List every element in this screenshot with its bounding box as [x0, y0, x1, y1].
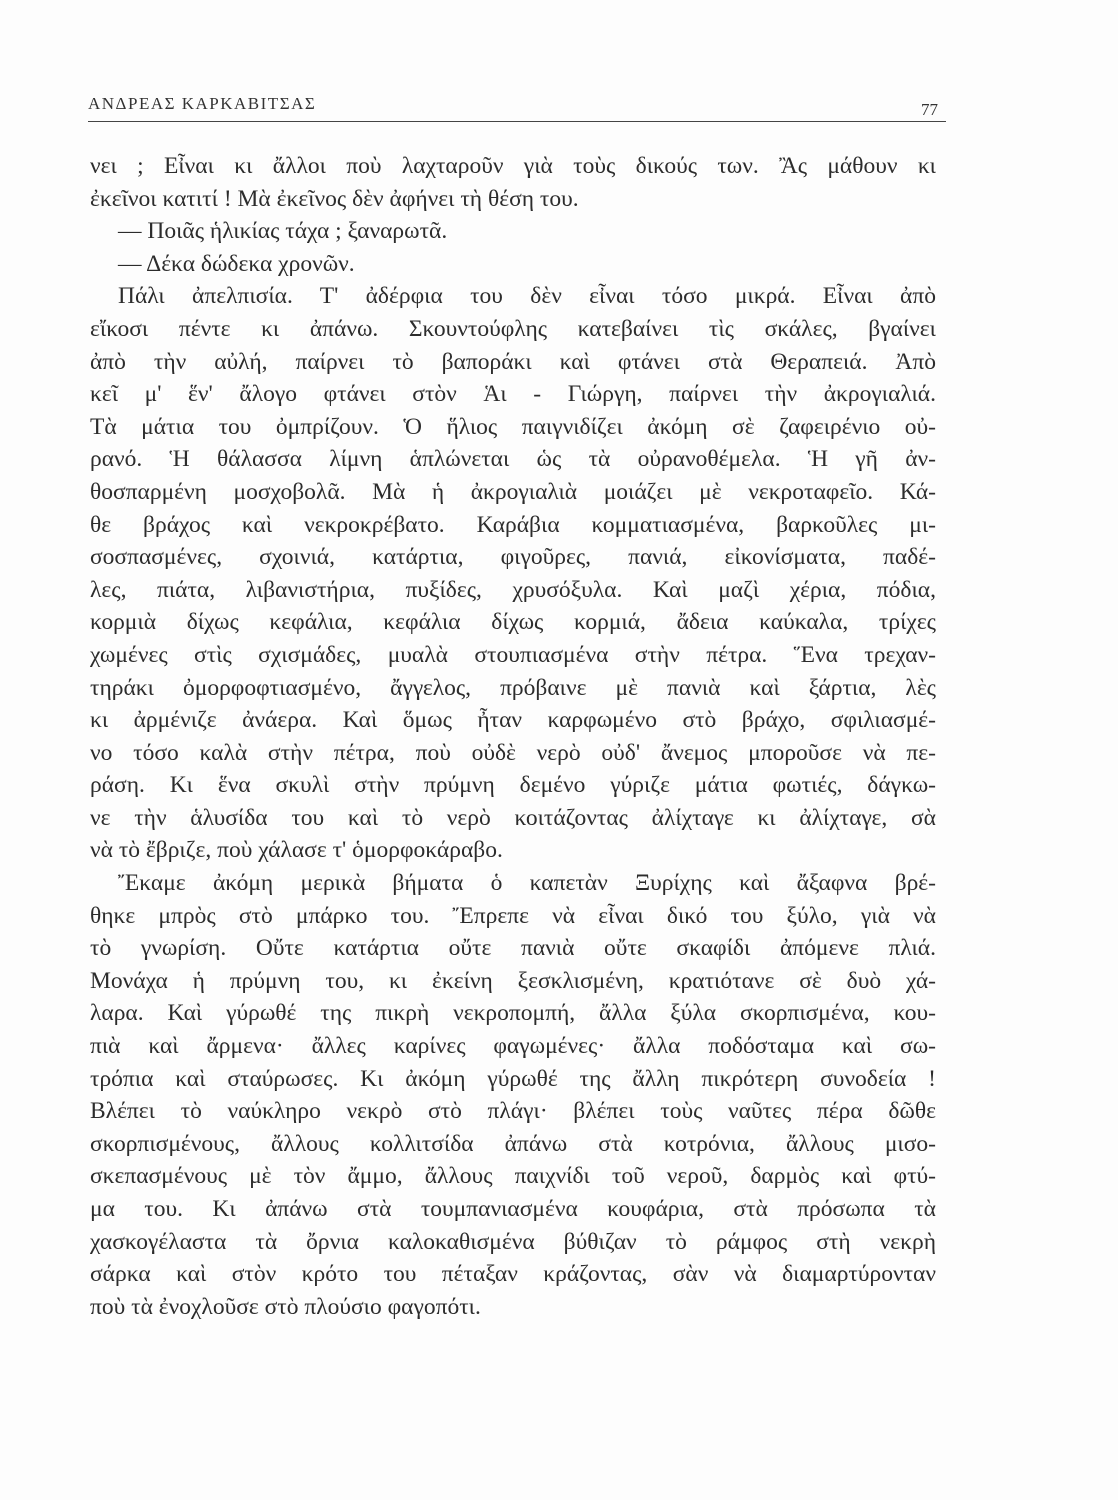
text-line: νο τόσο καλὰ στὴν πέτρα, ποὺ οὐδὲ νερὸ οὐδ' ἄνεμος μποροῦσε νὰ πε- — [90, 739, 936, 766]
text-line: πιὰ καὶ ἄρμενα· ἄλλες καρίνες φαγωμένες· ἄλλα ποδόσταμα καὶ σω- — [90, 1033, 936, 1060]
text-line: ράση. Κι ἕνα σκυλὶ στὴν πρύμνη δεμένο γύριζε μάτια φωτιές, δάγκω- — [90, 772, 936, 799]
text-line: λες, πιάτα, λιβανιστήρια, πυξίδες, χρυσόξυλα. Καὶ μαζὶ χέρια, πόδια, — [90, 576, 936, 603]
text-line: σάρκα καὶ στὸν κρότο του πέταξαν κράζοντας, σὰν νὰ διαμαρτύρονταν — [90, 1261, 936, 1288]
text-line: τηράκι ὀμορφοφτιασμένο, ἄγγελος, πρόβαινε μὲ πανιὰ καὶ ξάρτια, λὲς — [90, 674, 936, 701]
text-line: νει ; Εἶναι κι ἄλλοι ποὺ λαχταροῦν γιὰ τοὺς δικούς των. Ἂς μάθουν κι — [90, 153, 936, 179]
text-line: Τὰ μάτια του ὀμπρίζουν. Ὁ ἥλιος παιγνιδίζει ἀκόμη σὲ ζαφειρένιο οὐ- — [90, 413, 936, 440]
text-line: ἐκεῖνοι κατιτί ! Μὰ ἐκεῖνος δὲν ἀφήνει τὴ θέση του. — [90, 185, 579, 212]
text-line: Πάλι ἀπελπισία. Τ' ἀδέρφια του δὲν εἶναι τόσο μικρά. Εἶναι ἀπὸ — [118, 283, 936, 310]
text-line: τὸ γνωρίση. Οὔτε κατάρτια οὔτε πανιὰ οὔτε σκαφίδι ἀπόμενε πλιά. — [90, 935, 936, 962]
text-line: χασκογέλαστα τὰ ὄρνια καλοκαθισμένα βύθιζαν τὸ ράμφος στὴ νεκρὴ — [90, 1228, 936, 1255]
author-name: ΑΝΔΡΕΑΣ ΚΑΡΚΑΒΙΤΣΑΣ — [88, 94, 317, 113]
text-line: κορμιὰ δίχως κεφάλια, κεφάλια δίχως κορμιά, ἄδεια καύκαλα, τρίχες — [90, 609, 936, 636]
text-line: Βλέπει τὸ ναύκληρο νεκρὸ στὸ πλάγι· βλέπει τοὺς ναῦτες πέρα δῶθε — [90, 1098, 936, 1125]
text-line: θοσπαρμένη μοσχοβολᾶ. Μὰ ἡ ἀκρογιαλιὰ μοιάζει μὲ νεκροταφεῖο. Κά- — [90, 478, 936, 505]
body-text — [90, 150, 936, 1323]
text-line: χωμένες στὶς σχισμάδες, μυαλὰ στουπιασμένα στὴν πέτρα. Ἕνα τρεχαν- — [90, 641, 936, 668]
text-line: Ἔκαμε ἀκόμη μερικὰ βήματα ὁ καπετὰν Ξυρίχης καὶ ἄξαφνα βρέ- — [118, 870, 936, 897]
text-line: νὰ τὸ ἔβριζε, ποὺ χάλασε τ' ὁμορφοκάραβο. — [90, 837, 503, 864]
text-line: ποὺ τὰ ἐνοχλοῦσε στὸ πλούσιο φαγοπότι. — [90, 1293, 481, 1320]
text-line: θηκε μπρὸς στὸ μπάρκο του. Ἔπρεπε νὰ εἶναι δικό του ξύλο, γιὰ νὰ — [90, 902, 936, 929]
text-line: εἴκοσι πέντε κι ἀπάνω. Σκουντούφλης κατεβαίνει τὶς σκάλες, βγαίνει — [90, 315, 936, 342]
running-header — [88, 94, 946, 122]
text-line: ἀπὸ τὴν αὐλή, παίρνει τὸ βαποράκι καὶ φτάνει στὰ Θεραπειά. Ἀπὸ — [90, 348, 936, 375]
text-line: λαρα. Καὶ γύρωθέ της πικρὴ νεκροπομπή, ἄλλα ξύλα σκορπισμένα, κου- — [90, 1000, 936, 1027]
text-line: θε βράχος καὶ νεκροκρέβατο. Καράβια κομματιασμένα, βαρκοῦλες μι- — [90, 511, 936, 538]
text-line: μα του. Κι ἀπάνω στὰ τουμπανιασμένα κουφάρια, στὰ πρόσωπα τὰ — [90, 1196, 936, 1222]
text-line: τρόπια καὶ σταύρωσες. Κι ἀκόμη γύρωθέ της ἄλλη πικρότερη συνοδεία ! — [90, 1065, 936, 1092]
page-number: 77 — [921, 100, 938, 119]
text-line: Μονάχα ἡ πρύμνη του, κι ἐκείνη ξεσκλισμένη, κρατιότανε σὲ δυὸ χά- — [90, 967, 936, 994]
text-line: ρανό. Ἡ θάλασσα λίμνη ἁπλώνεται ὡς τὰ οὐρανοθέμελα. Ἡ γῆ ἀν- — [90, 446, 936, 473]
text-line: νε τὴν ἁλυσίδα του καὶ τὸ νερὸ κοιτάζοντας ἀλίχταγε κι ἀλίχταγε, σὰ — [90, 804, 936, 831]
text-line: κεῖ μ' ἕν' ἄλογο φτάνει στὸν Ἁι - Γιώργη, παίρνει τὴν ἀκρογιαλιά. — [90, 381, 936, 408]
text-line: σκορπισμένους, ἄλλους κολλιτσίδα ἀπάνω στὰ κοτρόνια, ἄλλους μισο- — [90, 1130, 936, 1157]
text-line: σκεπασμένους μὲ τὸν ἄμμο, ἄλλους παιχνίδι τοῦ νεροῦ, δαρμὸς καὶ φτύ- — [90, 1163, 936, 1190]
text-line: — Ποιᾶς ἡλικίας τάχα ; ξαναρωτᾶ. — [118, 218, 448, 245]
text-line: κι ἀρμένιζε ἀνάερα. Καὶ ὅμως ἦταν καρφωμένο στὸ βράχο, σφιλιασμέ- — [90, 707, 936, 734]
text-line: — Δέκα δώδεκα χρονῶν. — [118, 250, 355, 277]
text-line: σοσπασμένες, σχοινιά, κατάρτια, φιγοῦρες, πανιά, εἰκονίσματα, παδέ- — [90, 544, 936, 571]
header-rule — [88, 121, 946, 122]
